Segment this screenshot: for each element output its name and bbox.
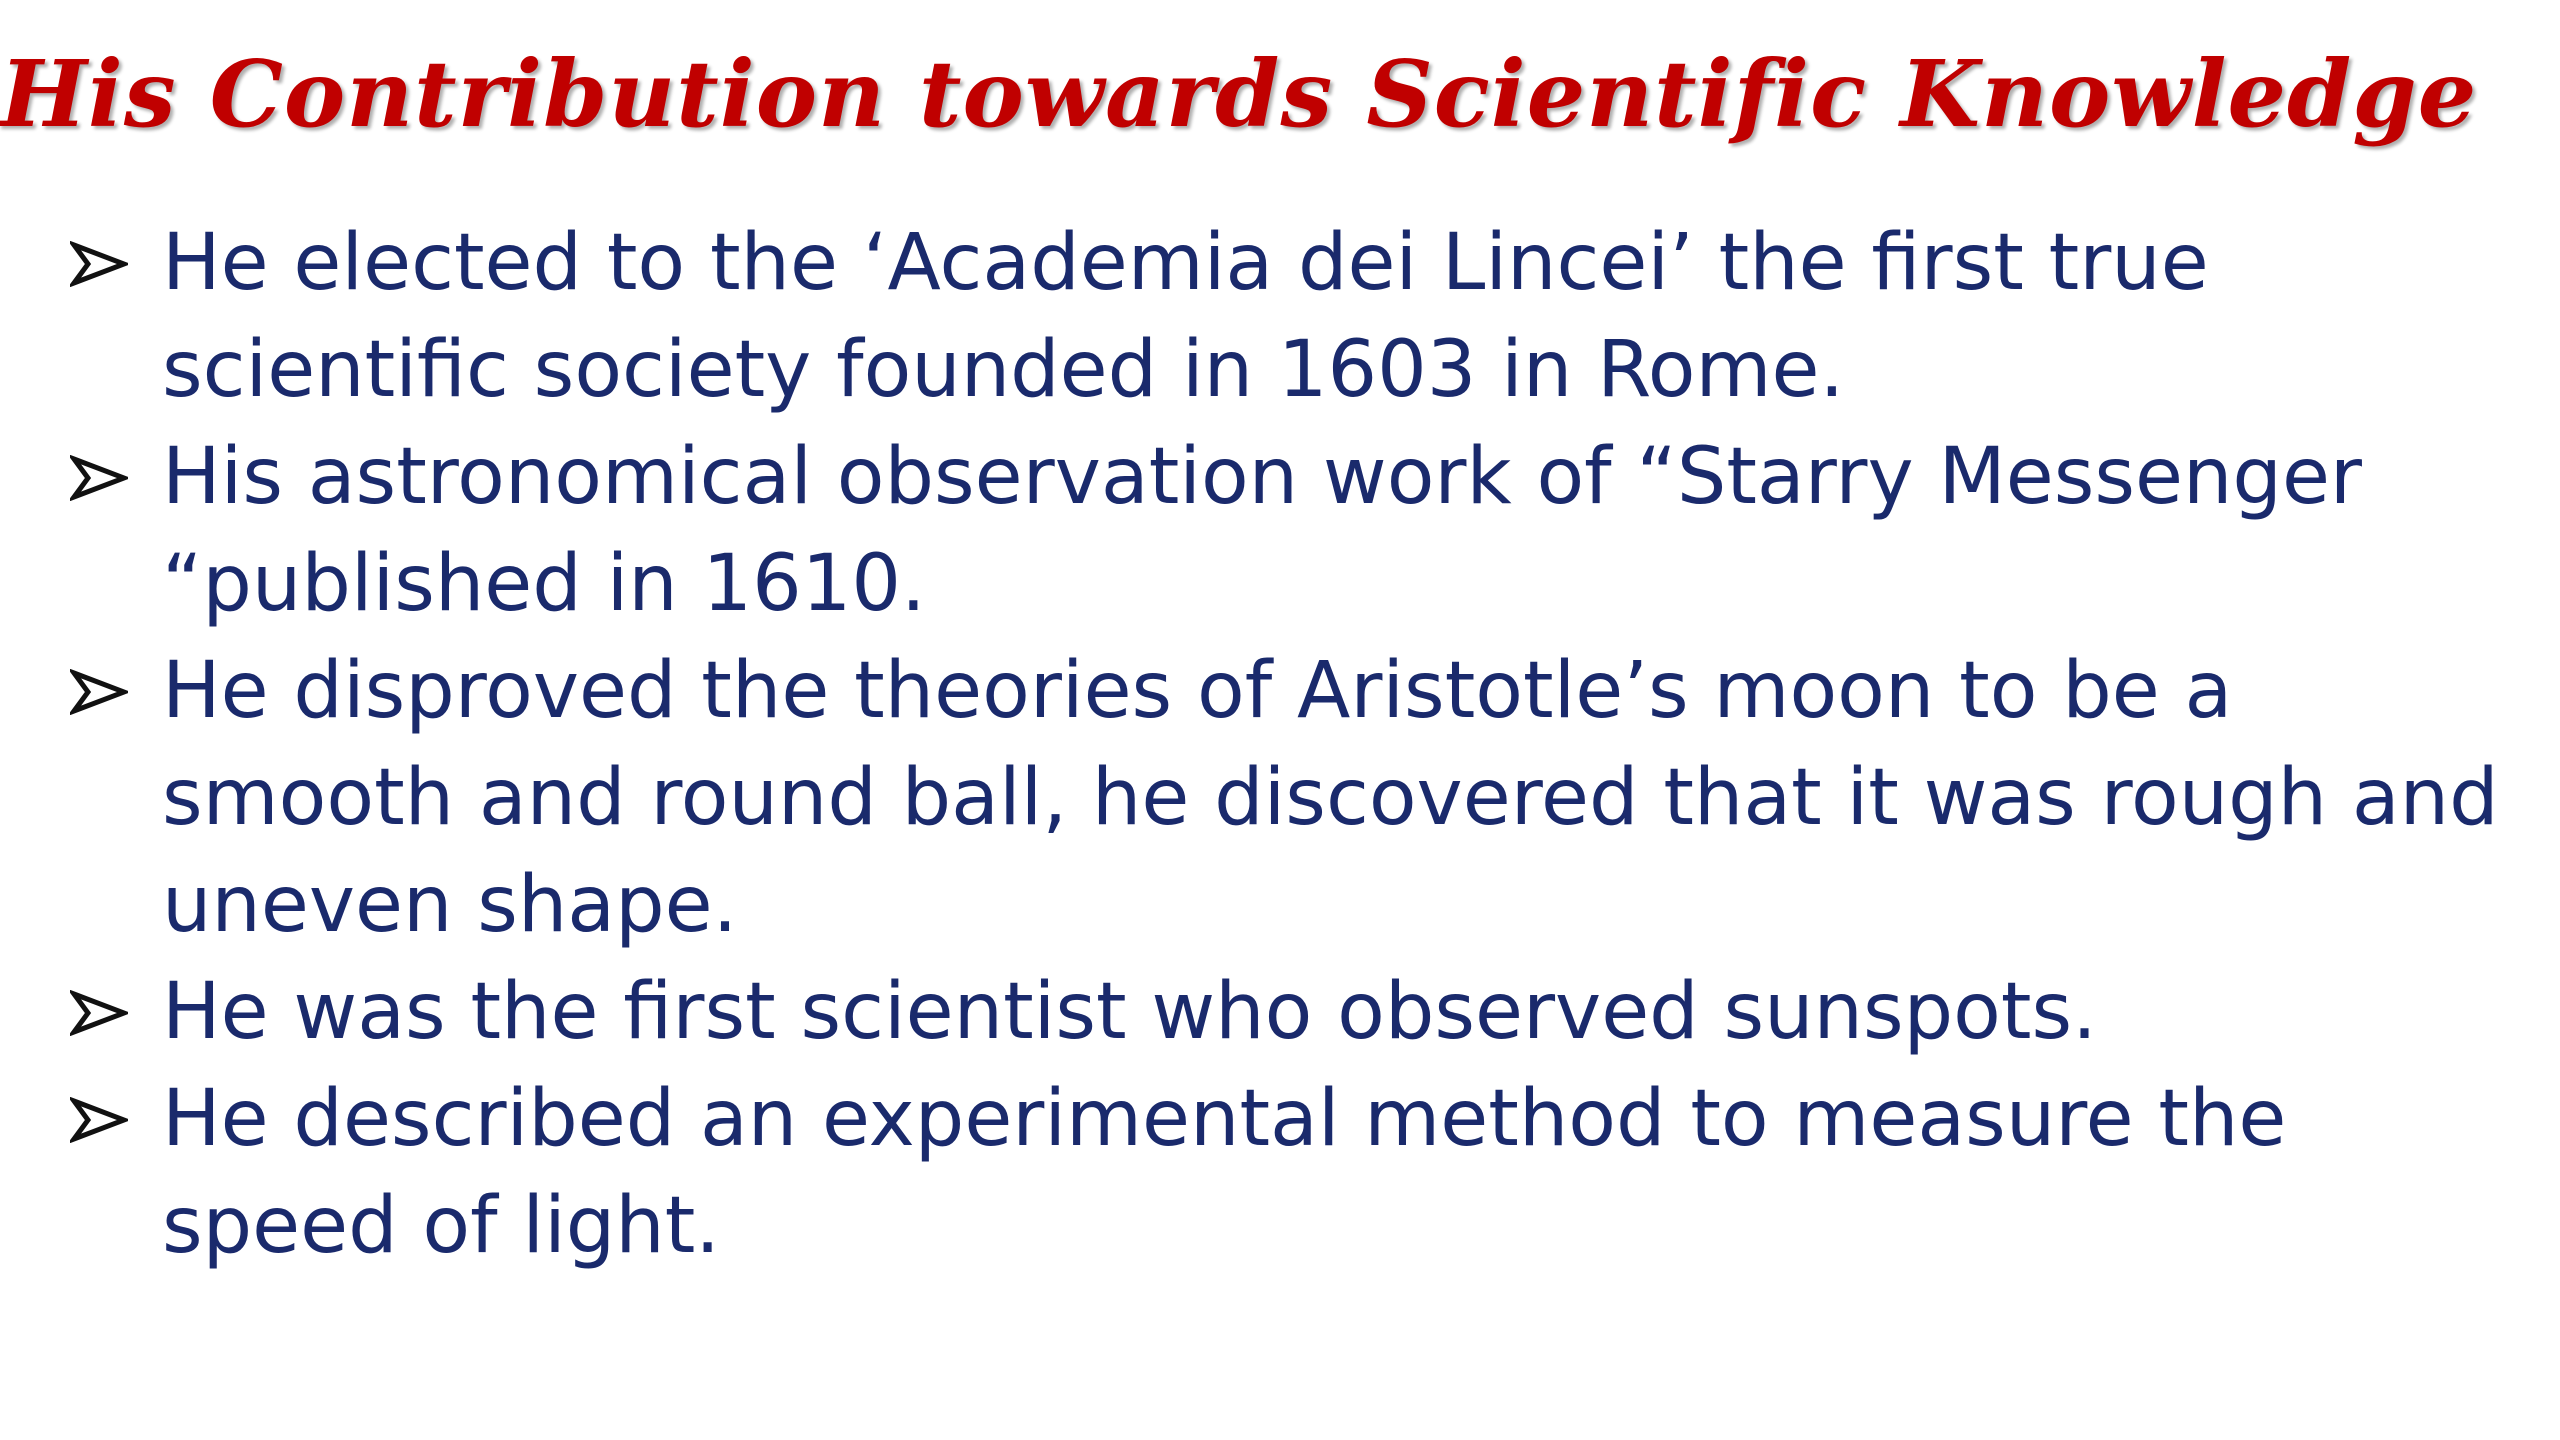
arrow-bullet-icon: [70, 638, 162, 745]
bullet-item: [70, 1066, 2540, 1280]
arrow-bullet-icon: [70, 210, 162, 317]
bullet-item: [70, 638, 2540, 959]
bullet-list: [70, 210, 2540, 1280]
bullet-text: He elected to the ‘Academia dei Lincei’ the first true scientific society founded in 1603 in Rome.: [162, 218, 2209, 415]
bullet-text: He described an experimental method to measure the speed of light.: [162, 1074, 2287, 1271]
arrow-bullet-icon: [70, 424, 162, 531]
slide-title: His Contribution towards Scientific Knowledge: [0, 40, 2478, 148]
bullet-item: [70, 424, 2540, 638]
bullet-item: [70, 210, 2540, 424]
arrow-bullet-icon: [70, 959, 162, 1066]
bullet-text: He was the first scientist who observed sunspots.: [162, 967, 2097, 1057]
bullet-item: [70, 959, 2540, 1066]
bullet-text: His astronomical observation work of “Starry Messenger “published in 1610.: [162, 432, 2362, 629]
arrow-bullet-icon: [70, 1066, 162, 1173]
bullet-text: He disproved the theories of Aristotle’s moon to be a smooth and round ball, he discovered that it was rough and uneven shape.: [162, 646, 2499, 950]
